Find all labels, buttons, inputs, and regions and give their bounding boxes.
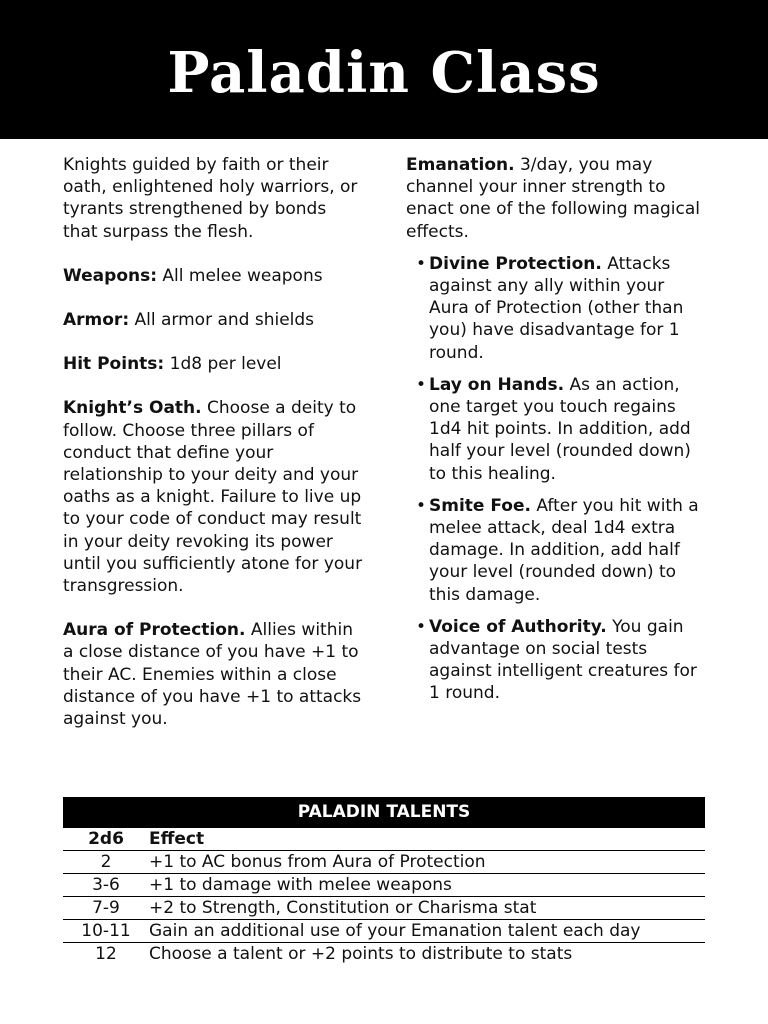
emanation-effects-list bbox=[406, 253, 706, 705]
aura-label: Aura of Protection. bbox=[63, 620, 246, 641]
effect-divine-protection bbox=[406, 253, 706, 364]
effect-cell: Choose a talent or +2 points to distribute to stats bbox=[149, 944, 573, 964]
effect-text: After you hit with a melee attack, deal 1d4 extra damage. In addition, add half your level (rounded down) to this damage. bbox=[429, 495, 699, 605]
effect-voice-of-authority bbox=[406, 616, 706, 705]
left-column bbox=[63, 154, 363, 752]
knights-oath-entry bbox=[63, 397, 363, 597]
table-row bbox=[63, 920, 705, 943]
roll-cell: 7-9 bbox=[63, 897, 149, 920]
aura-entry bbox=[63, 619, 363, 730]
armor-entry bbox=[63, 309, 363, 331]
knights-oath-label: Knight’s Oath. bbox=[63, 398, 202, 419]
talents-table bbox=[63, 797, 705, 965]
emanation-text: 3/day, you may channel your inner strength to enact one of the following magical effects. bbox=[406, 155, 701, 242]
effect-cell: Gain an additional use of your Emanation talent each day bbox=[149, 920, 705, 943]
knights-oath-text: Choose a deity to follow. Choose three pillars of conduct that define your relationship to your deity and your oaths as a knight. Failure to live up to your code of conduct may result in your deity revoking its power until you sufficiently atone for your transgression. bbox=[63, 398, 363, 597]
armor-text: All armor and shields bbox=[134, 310, 315, 331]
effect-label: Lay on Hands. bbox=[429, 374, 565, 395]
effect-cell: +2 to Strength, Constitution or Charisma stat bbox=[149, 897, 705, 920]
right-column bbox=[406, 154, 706, 715]
effect-label: Voice of Authority. bbox=[429, 616, 607, 637]
weapons-label: Weapons: bbox=[63, 265, 158, 286]
effect-cell: +1 to damage with melee weapons bbox=[149, 874, 705, 897]
weapons-entry bbox=[63, 265, 363, 287]
effect-text: You gain advantage on social tests against intelligent creatures for 1 round. bbox=[429, 616, 697, 704]
effect-smite-foe bbox=[406, 495, 706, 606]
roll-cell: 10-11 bbox=[63, 920, 149, 943]
table-row bbox=[63, 874, 705, 897]
roll-cell: 2 bbox=[63, 851, 149, 874]
hit-points-label: Hit Points: bbox=[63, 354, 165, 375]
effect-text: Attacks against any ally within your Aura of Protection (other than you) have disadvantage for 1 round. bbox=[429, 253, 684, 363]
table-row bbox=[63, 943, 705, 966]
aura-text: Allies within a close distance of you have +1 to their AC. Enemies within a close distance of you have +1 to attacks against you. bbox=[63, 620, 362, 730]
page-title: Paladin Class bbox=[167, 39, 601, 106]
intro-text: Knights guided by faith or their oath, enlightened holy warriors, or tyrants strengthened by bonds that surpass the flesh. bbox=[63, 155, 358, 242]
roll-cell: 3-6 bbox=[63, 874, 149, 897]
header-roll: 2d6 bbox=[63, 828, 149, 851]
effect-label: Divine Protection. bbox=[429, 253, 602, 274]
hit-points-text: 1d8 per level bbox=[169, 354, 282, 375]
talents-header-row bbox=[63, 828, 705, 851]
hit-points-entry bbox=[63, 353, 363, 375]
roll-cell: 12 bbox=[95, 944, 117, 964]
talents-table-title: PALADIN TALENTS bbox=[63, 797, 705, 828]
table-row bbox=[63, 897, 705, 920]
table-row bbox=[63, 851, 705, 874]
effect-label: Smite Foe. bbox=[429, 495, 531, 516]
effect-text: As an action, one target you touch regains 1d4 hit points. In addition, add half your level (rounded down) to this healing. bbox=[429, 374, 691, 484]
effect-cell: +1 to AC bonus from Aura of Protection bbox=[149, 851, 705, 874]
emanation-entry bbox=[406, 154, 706, 243]
weapons-text: All melee weapons bbox=[162, 265, 323, 286]
armor-label: Armor: bbox=[63, 310, 130, 331]
effect-lay-on-hands bbox=[406, 374, 706, 485]
emanation-label: Emanation. bbox=[406, 155, 515, 175]
title-banner bbox=[0, 0, 768, 139]
header-effect: Effect bbox=[149, 828, 705, 851]
